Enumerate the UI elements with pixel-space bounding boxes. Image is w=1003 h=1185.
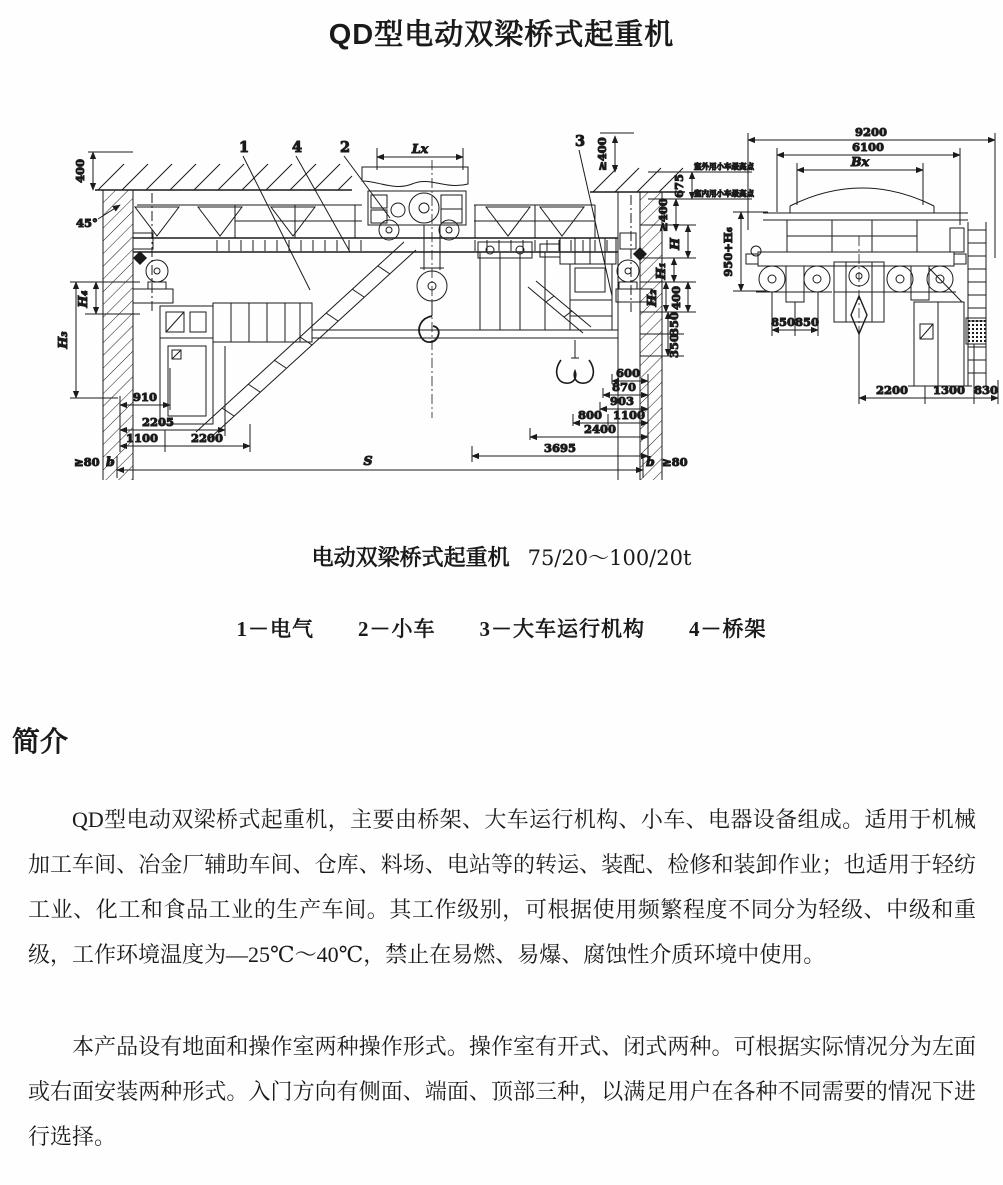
dim-ge80-right: ≥80 <box>662 455 688 469</box>
walkway-railing <box>135 205 595 238</box>
dim-850-b: 850 <box>794 315 820 329</box>
dim-1100: 1100 <box>125 431 159 445</box>
dim-800: 800 <box>577 408 603 422</box>
dim-400-topleft: 400 <box>73 158 87 184</box>
intro-paragraph-2: 本产品设有地面和操作室两种操作形式。操作室有开式、闭式两种。可根据实际情况分为左面或右面安装两种形式。入门方向有侧面、端面、顶部三种，以满足用户在各种不同需要的情况下进行选择。 <box>28 1034 976 1149</box>
dim-903: 903 <box>609 394 635 408</box>
resistor-platform <box>213 303 312 342</box>
operator-cab <box>160 306 213 424</box>
section-heading-intro: 简介 <box>12 726 69 757</box>
dim-bx: Bx <box>850 154 870 169</box>
side-view <box>721 125 998 404</box>
dim-2200-side: 2200 <box>875 383 909 397</box>
front-view <box>55 133 754 480</box>
figure-caption-name: 电动双梁桥式起重机 <box>311 545 510 570</box>
dim-1100-b: 1100 <box>612 408 646 422</box>
callout-3: 3 <box>575 133 586 150</box>
dim-2205: 2205 <box>141 415 175 429</box>
end-truck-left <box>133 233 173 303</box>
dim-b-right: b <box>646 454 655 469</box>
dim-910: 910 <box>132 390 158 404</box>
figure-legend: 1－电气 2－小车 3－大车运行机构 4－桥架 <box>236 617 767 641</box>
dim-H4: H₄ <box>75 290 90 308</box>
dim-H3: H₃ <box>55 331 70 349</box>
dim-400-right: 400 <box>669 285 683 311</box>
span-dim <box>117 453 688 478</box>
note-indoor-max: 室内用小车最高点 <box>694 189 754 198</box>
callout-1: 1 <box>239 139 250 156</box>
dim-H2: H₂ <box>644 289 659 307</box>
dim-ge80-left: ≥80 <box>74 455 100 469</box>
dim-lx: Lx <box>411 141 429 156</box>
figure-caption-spec: 75/20～100/20t <box>527 546 692 570</box>
side-850-dims <box>771 292 819 336</box>
dim-600: 600 <box>615 366 641 380</box>
dim-H: H <box>667 238 682 250</box>
callout-4: 4 <box>292 139 303 156</box>
main-hook-block <box>417 160 447 418</box>
dim-350-a: 350 <box>667 311 681 337</box>
crane-technical-drawing <box>0 0 1003 500</box>
note-outdoor-max: 室外用小车最高点 <box>694 162 754 171</box>
dim-45deg: 45° <box>76 216 98 230</box>
callout-2: 2 <box>340 139 351 156</box>
dim-2400: 2400 <box>583 422 617 436</box>
dim-675: 675 <box>672 173 686 199</box>
dim-850-a: 850 <box>770 315 796 329</box>
dim-6100: 6100 <box>851 140 885 154</box>
dim-830: 830 <box>973 383 999 397</box>
dim-9200: 9200 <box>854 125 888 139</box>
hook-right-position <box>557 340 594 383</box>
side-crane-body <box>746 188 968 302</box>
dim-350-b: 350 <box>667 333 681 359</box>
dim-ge400-mid: ≥400 <box>656 198 670 232</box>
intro-paragraph-1: QD型电动双梁桥式起重机，主要由桥架、大车运行机构、小车、电器设备组成。适用于机械加工车间、冶金厂辅助车间、仓库、料场、电站等的转运、装配、检修和装卸作业；也适用于轻纺工业、化工和食品工业的生产车间。其工作级别，可根据使用频繁程度不同分为轻级、中级和重级，工作环境温度为—25℃～40℃，禁止在易燃、易爆、腐蚀性介质环境中使用。 <box>28 807 976 967</box>
dim-3695: 3695 <box>543 441 577 455</box>
trolley <box>362 141 468 240</box>
dim-870: 870 <box>611 380 637 394</box>
dim-ge400-top: ≥400 <box>595 137 609 171</box>
dim-2200: 2200 <box>190 431 224 445</box>
dim-b-left: b <box>106 454 115 469</box>
dim-1300: 1300 <box>932 383 966 397</box>
dim-H1: H₁ <box>653 262 668 280</box>
dim-S: S <box>363 453 373 468</box>
figure-caption <box>0 541 1003 572</box>
page-title: QD型电动双梁桥式起重机 <box>328 19 675 51</box>
dim-950-h6: 950+H₆ <box>721 227 735 277</box>
